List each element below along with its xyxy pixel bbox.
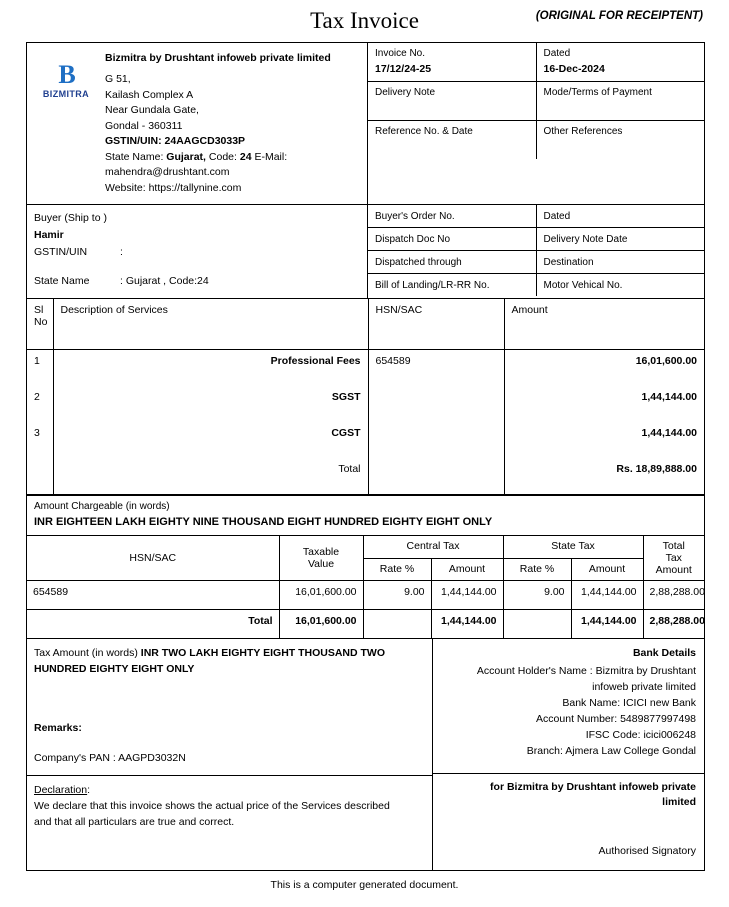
tax-row-state-amount: 1,44,144.00: [571, 581, 643, 610]
invoice-body: [26, 42, 705, 871]
mode-terms-cell: [536, 82, 704, 121]
declaration-block: [27, 775, 432, 870]
tax-col-total-tax: [643, 536, 704, 581]
dispatched-through-cell: [368, 251, 536, 274]
item-hsn-1: 654589: [368, 350, 504, 387]
mode-terms-label: Mode/Terms of Payment: [543, 87, 652, 98]
tax-col-central-rate: Rate %: [363, 558, 431, 581]
buyer-state-value: : Gujarat , Code:24: [120, 275, 209, 287]
signature-firm-line-1: for Bizmitra by Drushtant infoweb private: [490, 781, 696, 793]
items-total-spacer: [27, 458, 53, 495]
tax-row-total-tax: 2,88,288.00: [643, 581, 704, 610]
items-col-hsn: HSN/SAC: [368, 299, 504, 350]
destination-label: Destination: [543, 257, 594, 268]
bank-branch: Branch: Ajmera Law College Gondal: [526, 745, 696, 757]
other-references-cell: [536, 121, 704, 160]
declaration-line-2: and that all particulars are true and correct.: [34, 816, 235, 828]
buyers-order-no-cell: [368, 205, 536, 228]
dispatched-through-label: Dispatched through: [375, 257, 462, 268]
items-col-sl: [27, 299, 53, 350]
other-references-label: Other References: [543, 126, 623, 137]
seller-address-line-4: Gondal - 360311: [105, 119, 183, 132]
tax-col-state-tax: State Tax: [503, 536, 643, 559]
tax-total-state-rate-blank: [503, 610, 571, 639]
tax-header-row-1: [27, 536, 704, 559]
logo-wordmark: BIZMITRA: [42, 89, 90, 99]
item-hsn-3: [368, 422, 504, 458]
buyer-state-label: State Name: [34, 275, 90, 287]
seller-email-label: E-Mail:: [254, 150, 288, 163]
order-meta-grid: [368, 205, 704, 298]
seller-state-value: Gujarat,: [166, 150, 206, 163]
item-amount-2: 1,44,144.00: [504, 386, 704, 422]
buyer-state-row: [34, 273, 360, 290]
signature-block: [433, 773, 704, 865]
tax-row-state-rate: 9.00: [503, 581, 571, 610]
tax-col-taxable-value: [279, 536, 363, 581]
tax-total-central-rate-blank: [363, 610, 431, 639]
declaration-colon: :: [87, 784, 91, 796]
item-hsn-2: [368, 386, 504, 422]
amount-in-words-value: INR EIGHTEEN LAKH EIGHTY NINE THOUSAND EIGHT HUNDRED EIGHTY EIGHT ONLY: [34, 516, 493, 528]
table-row: [27, 386, 704, 422]
seller-website: Website: https://tallynine.com: [105, 181, 242, 194]
tax-col-central-amount: Amount: [431, 558, 503, 581]
buyer-name: Hamir: [34, 229, 64, 241]
items-total-hsn-blank: [368, 458, 504, 495]
seller-address-line-2: Kailash Complex A: [105, 88, 194, 101]
motor-vehical-cell: [536, 274, 704, 297]
invoice-no-cell: [368, 43, 536, 82]
seller-code-value: 24: [239, 150, 252, 163]
motor-vehical-label: Motor Vehical No.: [543, 280, 623, 291]
tax-row-taxable-value: 16,01,600.00: [279, 581, 363, 610]
seller-state-label: State Name:: [105, 150, 164, 163]
bank-details-title: Bank Details: [632, 647, 696, 659]
page-title: Tax Invoice: [310, 8, 419, 33]
seller-address-line-1: G 51,: [105, 73, 131, 85]
seller-details: [105, 51, 339, 196]
authorised-signatory-label: Authorised Signatory: [598, 845, 696, 857]
tax-total-central-amount: 1,44,144.00: [431, 610, 503, 639]
items-col-sl-line1: Sl: [34, 304, 44, 316]
buyer-block: [27, 205, 368, 298]
footer-note: This is a computer generated document.: [270, 879, 459, 891]
declaration-label: Declaration: [34, 784, 88, 796]
tax-col-state-amount: Amount: [571, 558, 643, 581]
items-col-description: Description of Services: [53, 299, 368, 350]
amount-in-words-block: [27, 495, 704, 535]
tax-amount-in-words-value: INR TWO LAKH EIGHTY EIGHT THOUSAND TWO HUNDRED EIGHTY EIGHT ONLY: [34, 647, 386, 675]
invoice-meta-grid: [368, 43, 704, 204]
items-header-row: [27, 299, 704, 350]
item-description-3: CGST: [53, 422, 368, 458]
item-sl-1: 1: [27, 350, 53, 387]
bank-name: Bank Name: ICICI new Bank: [562, 697, 696, 709]
tax-col-taxable-line1: Taxable: [302, 546, 340, 558]
tax-total-label: Total: [27, 610, 279, 639]
item-amount-1: 16,01,600.00: [504, 350, 704, 387]
tax-total-state-amount: 1,44,144.00: [571, 610, 643, 639]
seller-and-invoice-meta: [27, 43, 704, 204]
seller-code-label: Code:: [208, 150, 237, 163]
item-description-2: SGST: [53, 386, 368, 422]
delivery-note-date-label: Delivery Note Date: [543, 234, 628, 245]
tax-col-central-tax: Central Tax: [363, 536, 503, 559]
tax-col-total-line1: Total: [662, 540, 685, 552]
item-amount-3: 1,44,144.00: [504, 422, 704, 458]
reference-cell: [368, 121, 536, 160]
amount-in-words-label: Amount Chargeable (in words): [34, 501, 170, 512]
order-dated-cell: [536, 205, 704, 228]
remarks-block: [27, 715, 432, 775]
bill-of-landing-label: Bill of Landing/LR-RR No.: [375, 280, 490, 291]
delivery-note-cell: [368, 82, 536, 121]
bank-details-block: [433, 639, 704, 773]
tax-total-row: [27, 610, 704, 639]
bank-ifsc-code: IFSC Code: icici006248: [585, 729, 696, 741]
items-total-label: Total: [53, 458, 368, 495]
items-col-amount: Amount: [504, 299, 704, 350]
footer-left: [27, 639, 433, 870]
buyer-and-order-meta: [27, 204, 704, 298]
remarks-label: Remarks:: [34, 722, 82, 734]
tax-col-state-rate: Rate %: [503, 558, 571, 581]
items-col-sl-line2: No: [34, 316, 48, 328]
tax-row-hsn: 654589: [27, 581, 279, 610]
company-pan: Company's PAN : AAGPD3032N: [34, 752, 186, 764]
tax-summary-table: [27, 535, 704, 638]
buyers-order-no-label: Buyer's Order No.: [375, 211, 455, 222]
tax-amount-in-words-block: [27, 639, 432, 715]
invoice-no-label: Invoice No.: [375, 48, 426, 59]
items-table: [27, 298, 704, 495]
bank-account-number: Account Number: 5489877997498: [536, 713, 696, 725]
page-header: [26, 0, 703, 42]
item-description-1: Professional Fees: [53, 350, 368, 387]
table-row: [27, 422, 704, 458]
invoice-no-value: 17/12/24-25: [375, 63, 432, 75]
buyer-gstin-row: [34, 244, 360, 261]
invoice-date-label: Dated: [543, 48, 571, 59]
tax-total-amount: 2,88,288.00: [643, 610, 704, 639]
table-row: [27, 350, 704, 387]
logo-mark-icon: B: [58, 60, 74, 89]
signature-firm-line-2: limited: [662, 796, 696, 808]
seller-state-line: [105, 150, 331, 166]
reference-label: Reference No. & Date: [375, 126, 473, 137]
bank-account-holder-cont: infoweb private limited: [592, 681, 696, 693]
tax-row-central-rate: 9.00: [363, 581, 431, 610]
bank-account-holder: Account Holder's Name : Bizmitra by Drushtant: [476, 665, 696, 677]
buyer-gstin-separator: :: [120, 246, 123, 258]
tax-total-taxable: 16,01,600.00: [279, 610, 363, 639]
footer-right: [433, 639, 704, 870]
tax-amount-in-words-label: Tax Amount (in words): [34, 647, 138, 659]
tax-col-taxable-line2: Value: [307, 558, 335, 570]
company-logo: [27, 51, 105, 196]
tax-row-central-amount: 1,44,144.00: [431, 581, 503, 610]
seller-address-line-3: Near Gundala Gate,: [105, 104, 199, 116]
invoice-date-value: 16-Dec-2024: [543, 63, 605, 75]
invoice-date-cell: [536, 43, 704, 82]
table-row: [27, 581, 704, 610]
seller-email-value: mahendra@drushtant.com: [105, 166, 230, 178]
items-total-row: [27, 458, 704, 495]
seller-gstin-label: GSTIN/UIN:: [105, 135, 162, 147]
items-total-amount: Rs. 18,89,888.00: [504, 458, 704, 495]
tax-col-hsn: HSN/SAC: [27, 536, 279, 581]
bill-of-landing-cell: [368, 274, 536, 297]
footer-section: [27, 638, 704, 870]
delivery-note-date-cell: [536, 228, 704, 251]
dispatch-doc-label: Dispatch Doc No: [375, 234, 451, 245]
delivery-note-label: Delivery Note: [375, 87, 436, 98]
seller-gstin-value: 24AAGCD3033P: [164, 135, 246, 147]
destination-cell: [536, 251, 704, 274]
seller-gstin: [105, 134, 331, 150]
order-dated-label: Dated: [543, 211, 571, 222]
dispatch-doc-cell: [368, 228, 536, 251]
buyer-heading: Buyer (Ship to ): [34, 212, 107, 224]
item-sl-2: 2: [27, 386, 53, 422]
tax-col-total-line2: Tax Amount: [655, 552, 692, 576]
declaration-line-1: We declare that this invoice shows the actual price of the Services described: [34, 800, 390, 812]
original-copy-note: (ORIGINAL FOR RECEIPTENT): [535, 10, 703, 22]
seller-name: Bizmitra by Drushtant infoweb private limited: [105, 52, 331, 64]
item-sl-3: 3: [27, 422, 53, 458]
seller-block: [27, 43, 368, 204]
buyer-gstin-label: GSTIN/UIN: [34, 246, 88, 258]
